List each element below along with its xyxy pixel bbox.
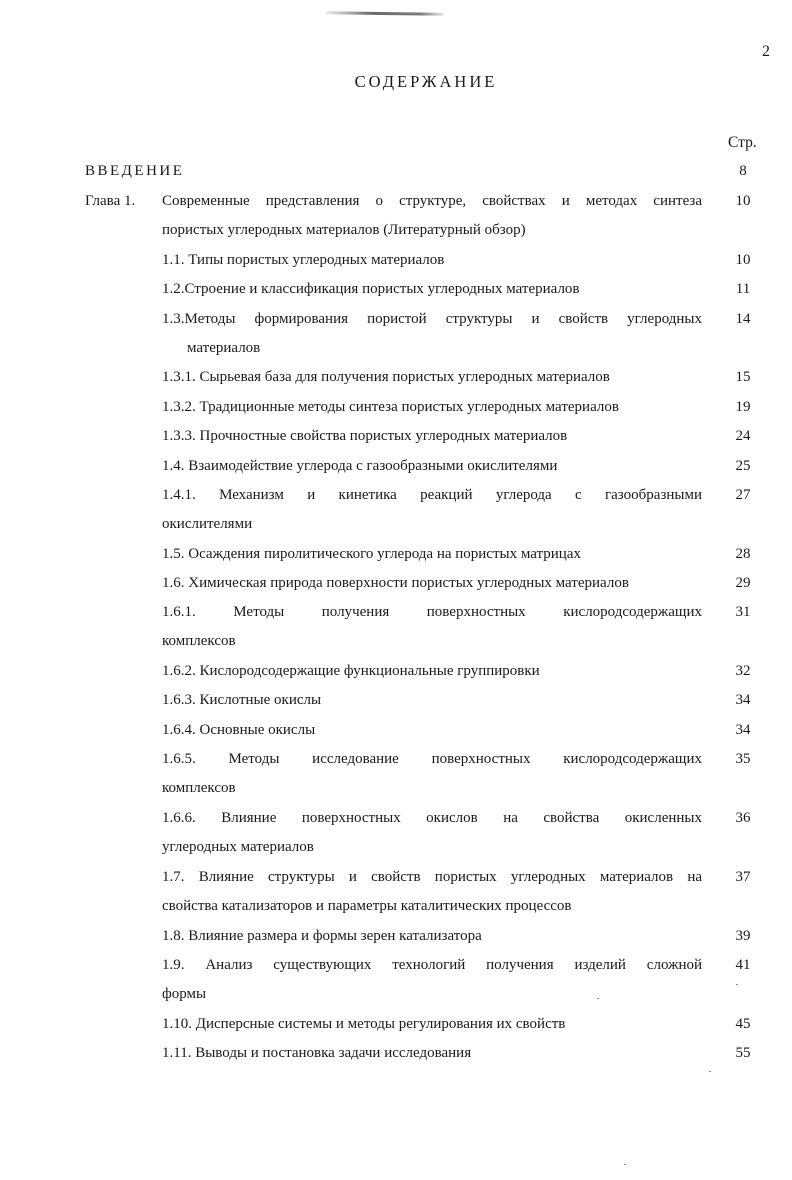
toc-entry-title: 1.6.2. Кислородсодержащие функциональные группировки bbox=[162, 663, 540, 679]
toc-entry-page: 39 bbox=[735, 928, 751, 944]
toc-entry-title: 1.6.5. Методы исследование поверхностных кислородсодержащих bbox=[162, 751, 702, 767]
toc-entry-page: 34 bbox=[735, 692, 751, 708]
toc-entry-title: 1.2.Строение и классификация пористых углеродных материалов bbox=[162, 281, 580, 297]
toc-entry-title: 1.5. Осаждения пиролитического углерода на пористых матрицах bbox=[162, 546, 581, 562]
page-number: 2 bbox=[762, 43, 770, 60]
toc-entry-title: 1.9. Анализ существующих технологий получения изделий сложной bbox=[162, 957, 702, 973]
toc-entry-page: 25 bbox=[735, 458, 751, 474]
toc-entry-title: 1.1. Типы пористых углеродных материалов bbox=[162, 252, 445, 268]
toc-entry-page: 31 bbox=[735, 604, 751, 620]
toc-entry-title: 1.11. Выводы и постановка задачи исследования bbox=[162, 1045, 472, 1061]
toc-entry-page: 19 bbox=[735, 399, 751, 415]
toc-entry-title-continuation: комплексов bbox=[162, 633, 236, 649]
toc-entry-title: 1.4. Взаимодействие углерода с газообразными окислителями bbox=[162, 458, 558, 474]
toc-entry-title: 1.4.1. Механизм и кинетика реакций углерода с газообразными bbox=[162, 487, 702, 503]
scan-speck bbox=[709, 1071, 711, 1072]
intro-title: ВВЕДЕНИЕ bbox=[85, 163, 185, 179]
toc-entry-page: 35 bbox=[735, 751, 751, 767]
chapter-page: 10 bbox=[735, 193, 751, 209]
toc-entry-title: 1.6.3. Кислотные окислы bbox=[162, 692, 322, 708]
toc-entry-title-continuation: свойства катализаторов и параметры каталитических процессов bbox=[162, 898, 572, 914]
toc-entry-page: 15 bbox=[735, 369, 751, 385]
toc-entry-title-continuation: формы bbox=[162, 986, 207, 1002]
toc-entry-title: 1.3.Методы формирования пористой структуры и свойств углеродных bbox=[162, 311, 702, 327]
toc-entry-page: 14 bbox=[735, 311, 751, 327]
toc-entry-title: 1.8. Влияние размера и формы зерен катализатора bbox=[162, 928, 482, 944]
toc-entry-page: 32 bbox=[735, 663, 751, 679]
toc-entry-page: 28 bbox=[735, 546, 751, 562]
toc-entry-page: 10 bbox=[735, 252, 751, 268]
toc-entry-page: 24 bbox=[735, 428, 751, 444]
chapter-title-line-2: пористых углеродных материалов (Литературный обзор) bbox=[162, 222, 526, 238]
toc-entry-title-continuation: комплексов bbox=[162, 780, 236, 796]
toc-entry-title: 1.6.4. Основные окислы bbox=[162, 722, 316, 738]
toc-entry-page: 36 bbox=[735, 810, 751, 826]
chapter-label: Глава 1. bbox=[85, 193, 136, 209]
chapter-title-line-1: Современные представления о структуре, свойствах и методах синтеза bbox=[162, 193, 702, 209]
scan-speck bbox=[624, 1164, 626, 1165]
toc-entry-title: 1.6.1. Методы получения поверхностных кислородсодержащих bbox=[162, 604, 702, 620]
toc-entry-title: 1.3.2. Традиционные методы синтеза пористых углеродных материалов bbox=[162, 399, 619, 415]
toc-entry-title: 1.3.1. Сырьевая база для получения пористых углеродных материалов bbox=[162, 369, 610, 385]
intro-page: 8 bbox=[739, 163, 747, 179]
toc-entry-title: 1.6.6. Влияние поверхностных окислов на свойства окисленных bbox=[162, 810, 702, 826]
toc-entry-page: 41 bbox=[735, 957, 751, 973]
toc-entry-page: 45 bbox=[735, 1016, 751, 1032]
toc-entry-page: 11 bbox=[735, 281, 751, 297]
scan-speck bbox=[597, 998, 599, 999]
toc-entry-title: 1.10. Дисперсные системы и методы регулирования их свойств bbox=[162, 1016, 566, 1032]
scan-speck bbox=[736, 984, 738, 985]
toc-entry-page: 34 bbox=[735, 722, 751, 738]
pages-column-header: Стр. bbox=[728, 134, 757, 151]
page-title: СОДЕРЖАНИЕ bbox=[354, 72, 498, 91]
toc-entry-page: 55 bbox=[735, 1045, 751, 1061]
toc-entry-page: 27 bbox=[735, 487, 751, 503]
toc-entry-title-continuation: окислителями bbox=[162, 516, 253, 532]
toc-entry-title: 1.3.3. Прочностные свойства пористых углеродных материалов bbox=[162, 428, 568, 444]
toc-entry-page: 29 bbox=[735, 575, 751, 591]
toc-entry-title-continuation: углеродных материалов bbox=[162, 839, 314, 855]
toc-entry-title: 1.6. Химическая природа поверхности пористых углеродных материалов bbox=[162, 575, 629, 591]
toc-entry-title-continuation: материалов bbox=[187, 340, 261, 356]
toc-entry-title: 1.7. Влияние структуры и свойств пористых углеродных материалов на bbox=[162, 869, 702, 885]
toc-entry-page: 37 bbox=[735, 869, 751, 885]
